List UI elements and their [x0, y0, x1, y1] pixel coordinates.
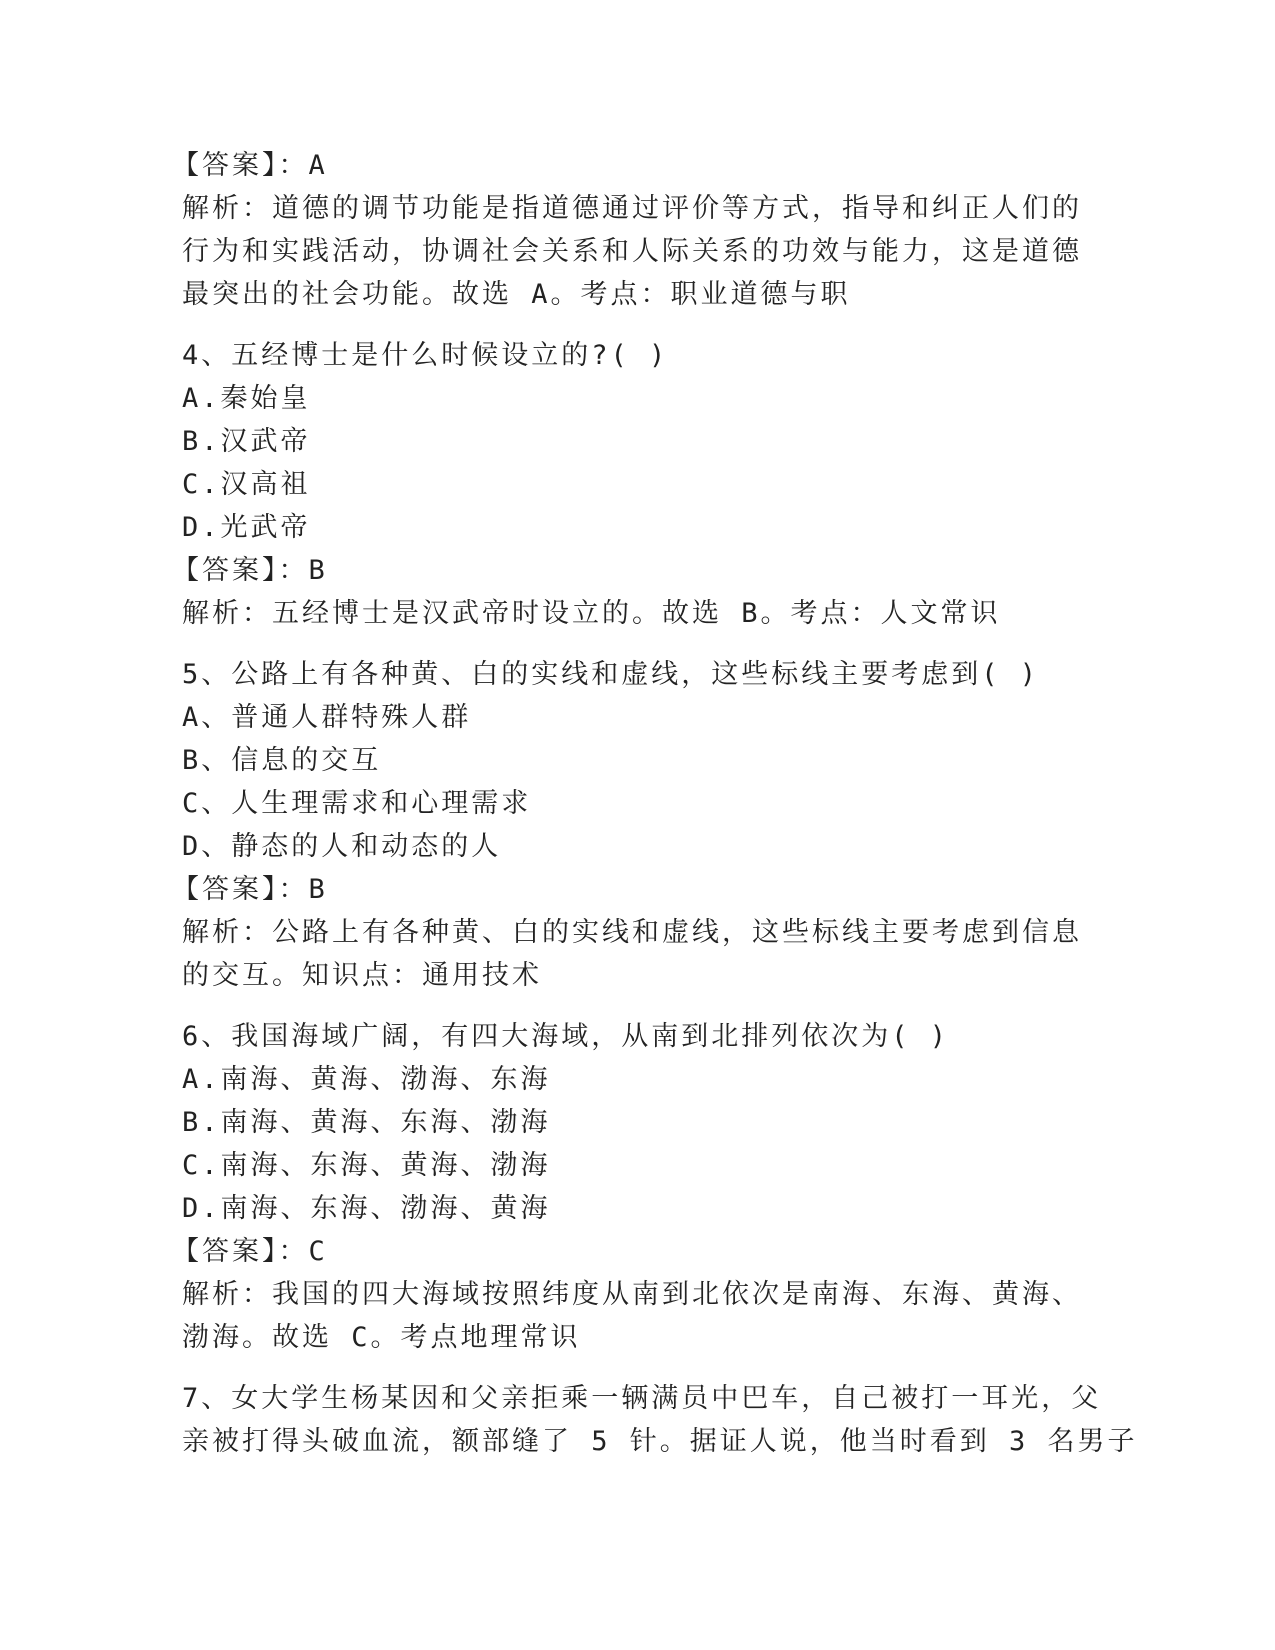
option-c: C.汉高祖 [182, 469, 311, 500]
option-b: B.南海、黄海、东海、渤海 [182, 1107, 551, 1138]
question-5 [172, 653, 1082, 997]
question-7 [182, 1377, 1138, 1463]
explanation-line: 最突出的社会功能。故选 A。考点：职业道德与职 [182, 279, 851, 310]
answer-line: 【答案】：B [172, 874, 328, 905]
answer-line: 【答案】：A [172, 150, 328, 181]
option-a: A.秦始皇 [182, 383, 311, 414]
question-stem: 7、女大学生杨某因和父亲拒乘一辆满员中巴车，自己被打一耳光，父 [182, 1383, 1102, 1414]
question-6 [172, 1015, 1082, 1359]
option-a: A.南海、黄海、渤海、东海 [182, 1064, 551, 1095]
question-4 [172, 334, 1062, 635]
question-stem: 4、五经博士是什么时候设立的?( ) [182, 340, 669, 371]
explanation-line: 解析：五经博士是汉武帝时设立的。故选 B。考点：人文常识 [182, 598, 1001, 629]
document-content [172, 144, 1138, 1481]
explanation-line: 的交互。知识点：通用技术 [182, 960, 542, 991]
explanation-line: 解析：公路上有各种黄、白的实线和虚线，这些标线主要考虑到信息 [182, 917, 1082, 948]
option-c: C.南海、东海、黄海、渤海 [182, 1150, 551, 1181]
question-stem: 6、我国海域广阔，有四大海域，从南到北排列依次为( ) [182, 1021, 950, 1052]
explanation-line: 解析：我国的四大海域按照纬度从南到北依次是南海、东海、黄海、 [182, 1279, 1082, 1310]
option-c: C、人生理需求和心理需求 [182, 788, 532, 819]
option-a: A、普通人群特殊人群 [182, 702, 472, 733]
explanation-line: 行为和实践活动，协调社会关系和人际关系的功效与能力，这是道德 [182, 236, 1082, 267]
explanation-line: 解析：道德的调节功能是指道德通过评价等方式，指导和纠正人们的 [182, 193, 1082, 224]
question-stem: 5、公路上有各种黄、白的实线和虚线，这些标线主要考虑到( ) [182, 659, 1040, 690]
option-d: D.光武帝 [182, 512, 311, 543]
answer-line: 【答案】：B [172, 555, 328, 586]
question-stem-continued: 亲被打得头破血流，额部缝了 5 针。据证人说，他当时看到 3 名男子 [182, 1426, 1138, 1457]
option-b: B、信息的交互 [182, 745, 382, 776]
explanation-line: 渤海。故选 C。考点地理常识 [182, 1322, 581, 1353]
option-d: D、静态的人和动态的人 [182, 831, 502, 862]
answer-line: 【答案】：C [172, 1236, 328, 1267]
answer-explanation-q3 [172, 144, 1082, 316]
option-b: B.汉武帝 [182, 426, 311, 457]
option-d: D.南海、东海、渤海、黄海 [182, 1193, 551, 1224]
